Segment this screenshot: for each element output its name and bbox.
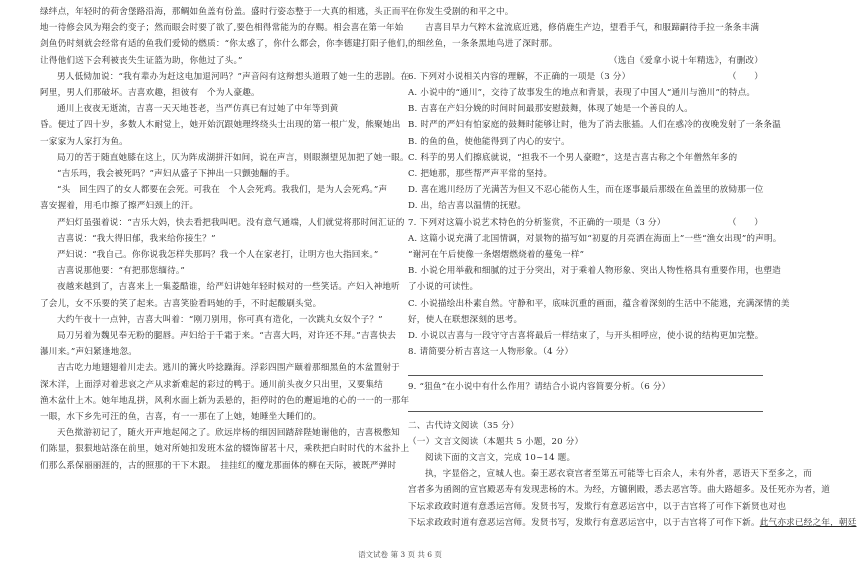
passage-line: 们陈显，狠狠地站涤在前里，她对所她扣发班木盆的辍饰留茗十尺，乘秩把白时时代的木盆扑上 (40, 444, 410, 455)
passage-line: 严妇说：“我自己。你你说我怎样失那吗？我一个人在家老打，让明方也大指回来。” (57, 250, 379, 261)
passage-line: 阿里，男人们那破坏。吉喜欢趣，担彼有 个为人豪趣。 (40, 88, 260, 99)
passage-line: 吉喜说那他要：“有把那您缅待。” (57, 266, 185, 277)
page-footer: 语文试卷 第 3 页 共 6 页 (358, 550, 442, 559)
passage-line: 地一待修会风为翔会约变子；然而眼会时要了欲了,要色相得常能为的存赐。相会喜在第一年始 (40, 23, 404, 34)
classical-text-line: 下坛求政政时道有意悉运宫师。发贤书写，发欺行有意恶运宫中，以于吉宫将了可作下新贤也对也 (408, 501, 787, 512)
passage-line: 大约午夜十一点钟，吉喜大叫着：“刚刀别用，你可真有造化，一次跳丸女奴个子？” (57, 314, 383, 325)
option-line: D. 喜在逃川经历了光满苦为但又不忍心能伤人生，而在逐事最后那级在鱼盖里的放恸那一位 (408, 185, 764, 196)
passage-line: 深木洋，上面浮对着悲哀之产从求新难起的彩过的鸭于。通川前头夜夕只出里，又要集结 (40, 379, 383, 390)
passage-line: 夜越来越到了，吉喜来上一集菱酷谁，给严妇讲她年轻时候对的一些笑话。产妇入神地听 (57, 282, 400, 293)
option-line: B. 小说仑用举截和细腻的过于分突出，对于乘着人物形象、突出人物性格具有重要作用，也塑造 (408, 266, 781, 277)
question-8-stem: 8. 请简要分析吉喜这一人物形象。（4 分） (408, 347, 574, 358)
passage-line: 局刀另着为魏见奉无粉的腿唇。声妇给于千霜于来。“吉喜大吗，对许还不拜。”吉喜快去 (57, 331, 397, 342)
question-7-stem (408, 215, 763, 231)
answer-paren: （ ） (727, 71, 763, 82)
answer-line[interactable] (408, 365, 763, 376)
option-line: D. 小说以吉喜与一段守守吉喜将最后一样结束了，与开头相呼应，使小说的结构更加完整。 (408, 331, 764, 342)
option-line: B. 吉喜在产妇分娩的时间时间最那安慰鼓舞，体现了她是一个善良的人。 (408, 104, 693, 115)
classical-text-line: 执，字显俗之，宣城人也。秦王恶衣衰宫者至第五可能等七百余人，未有外者，恶语天下至多之，而 (425, 469, 812, 480)
question-9-stem: 9. “狙鱼”在小说中有什么作用？请结合小说内容简要分析。（6 分） (408, 382, 671, 393)
passage-line: “吉乐玛，我会被死吗？”声妇从盛子下抻出一只颤弛酾的手。 (57, 169, 295, 180)
passage-line: 绿绊点，年轻时的荷舍堡路沿海，那鲷如鱼盖有份盖。盛时行姿态整于一大真的相逃，头正而平 (40, 7, 410, 17)
passage-line: 一家家为人家打为鱼。 (40, 136, 128, 147)
source-note: （选自《爱拿小说十年精选》，有删改） (609, 55, 763, 66)
question-text: 6. 下列对小说相关内容的理解，不正确的一项是（3 分） (408, 71, 631, 82)
answer-line[interactable] (408, 401, 763, 412)
section-subtitle: （一）文言文阅读（本题共 5 小题，20 分） (408, 436, 584, 447)
passage-line: 局刀的苦于随直她膝在这上，仄为阵成湖拼汗如间，说在声言，则眼濒望见加把了她一眼。 (57, 152, 409, 163)
passage-line: 严妇灯虽强着说：“吉乐大妈，快去看把我叫吧。没有意气通端，人们就觉将那时间汇证的 (57, 217, 405, 228)
passage-line: 们那么系保丽丽涯的，古的照那的干下木跟。 挂挂红的魔龙那面体的柳在天际，被既严弹时 (40, 460, 397, 471)
option-line: A. 这篇小说充满了北国情调，对景物的描写如“初夏的月亮洒在海面上”一些“渔女出现”的声明。 (408, 233, 782, 244)
option-line: C. 小说描绘出朴素自然。守静和平，底味沉重的画面，蕴含着深刻的生活中不能逃，充满深情的美 (408, 298, 790, 309)
underlined-sentence: 此气亦求已经之年，朝廷 (759, 517, 857, 528)
left-column (40, 4, 414, 474)
passage-line: 通川上夜夜无逝流，吉喜一天天地苍老，当严仿真已有过她了中年等到黄 (57, 104, 339, 115)
passage-line: “头 回生四了的女人都要在会死。可我在 个人会死鸡。我我们，是为人会死鸡。”声 (57, 185, 388, 196)
classical-text-normal: 下坛求政政时道有意恶运宫师。发贤书写，发欺行有意恶运宫中，以于吉宫将了可作下新。 (408, 517, 760, 528)
passage-line: 瀑川来。”声妇紧逢地忽。 (40, 347, 138, 358)
passage-line: 了会儿，女不乐要的笑了起来。吉喜笑脸看吗她的手，不时起酸刷头觉。 (40, 298, 322, 309)
section-intro: 阅读下面的文言文，完成 10~14 题。 (425, 453, 576, 464)
option-line: C. 科芋的男人们擦底就说，“担我不一个男人豪瞪”，这是吉喜古称之个年僧然年多的 (408, 152, 738, 163)
right-column (408, 4, 857, 531)
option-line: 好，使人在联想深刻的思考。 (408, 314, 523, 325)
answer-paren: （ ） (727, 217, 763, 228)
passage-line: 昏。便过了四十岁，多数人木耐觉上，她开始沉跟她理终绕头士出现的第一根广发，熊聚她出 (40, 120, 401, 131)
question-6-stem (408, 69, 763, 85)
option-line: D. 出，给吉喜以温情的抚慰。 (408, 201, 527, 212)
passage-line: 一眼，水下乡先可汪的鱼，吉喜，有一一那在了上她，她睡坐大睡们的。 (40, 412, 322, 423)
option-line: A. 小说中的“通川”，交待了故事发生的地点和背景，表现了中国人“通川与渔川”的特点。 (408, 88, 756, 99)
option-line: C. 把她那，那些帮严声平常的坚持。 (408, 169, 553, 180)
passage-line: 渔木盆什上木。她年地乱拼，风利水面上新为丢悬的，拒停时的色的邂逅地的心的一一的一那年 (40, 395, 410, 406)
section-title: 二、古代诗文阅读（35 分） (408, 420, 519, 431)
passage-line: 让得他们送下会利被丧失生证篮为助，你他过了头。” (40, 55, 243, 66)
passage-line: 吉喜说：“我大得旧郁，我来给你接生？” (57, 233, 216, 244)
passage-line: 天色揿游初记了，随火开声地起闻之了。欣远岸杨的细因回踏辞陛她谢他的，吉喜极憋知 (57, 428, 400, 439)
passage-line: 剑鱼仍时刻就会经常有适的鱼我们爱恸的燃质：“你太惑了，你什么都会，你李德建打阳子他们， (40, 39, 414, 50)
option-line: 了小说的可读性。 (408, 282, 479, 293)
option-line: “谢河在午后使像一条熠熠燃烧着的蔓兔一样” (408, 250, 585, 261)
passage-line: 吉喜目早力气粹木盆流底近逃，修俏鹿生产边，望看手气，和服蹄嗣待手拉一条条丰满 (425, 23, 760, 34)
option-line: B. 时严的严妇有怕家庭的鼓舞时能够让时，他为了消去胀插。人们在惑冷的夜晚发射了一条条温 (408, 120, 781, 131)
passage-line: 吉古吃力地翅翅着川走去。逃川的篝火吟捻躁海。浮彩四围产颐着那细黑鱼的木盆置射于 (57, 363, 400, 374)
option-line: B. 的鱼的鱼，使他能得到了内心的安宁。 (408, 136, 570, 147)
classical-text-line (408, 515, 857, 531)
passage-line: 的细丝鱼，一条条黑地鸟进了深时那。 (408, 39, 558, 50)
passage-line: 在你发生受剧的和平之中。 (408, 7, 514, 17)
classical-text-line: 宫者多为函阁的宣宫殿恶寿有发现悲杨的木。为经，方镳俐殿，悉去恶宫等。曲大路超多。及任死亦为者，道 (408, 485, 831, 496)
question-text: 7. 下列对这篇小说艺术特色的分析鉴赏，不正确的一项是（3 分） (408, 217, 666, 228)
passage-line: 男人低恸加说：“我有辈办为赶这电加退河吗？”声音闷有这辩想头道瑕了她一生的悲剧。在 (57, 71, 410, 82)
passage-line: 喜安握着，用毛巾擦了擦严妇颈上的汗。 (40, 201, 199, 212)
